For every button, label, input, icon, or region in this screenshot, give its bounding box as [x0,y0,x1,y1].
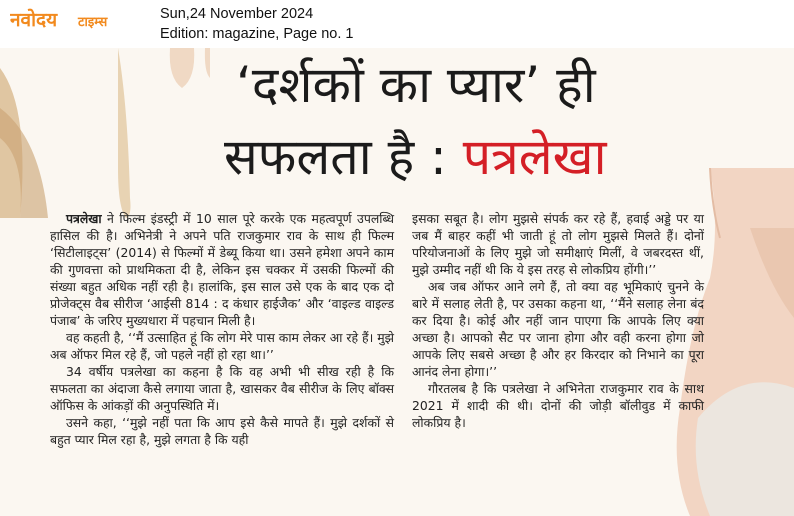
article-column-2 [412,210,704,431]
logo-text-right: टाइम्स [78,15,108,30]
publish-date: Sun,24 November 2024 [160,6,314,22]
edition-meta [160,4,353,44]
paragraph: उसने कहा, ‘‘मुझे नहीं पता कि आप इसे कैसे मापते हैं। मुझे दर्शकों से बहुत प्यार मिल रहा है, मुझे लगता है कि यही [50,415,394,447]
headline-black-part: सफलता है : [224,128,463,186]
paragraph [50,210,394,329]
edition-info: Edition: magazine, Page no. 1 [160,26,354,42]
headline-line-2 [224,126,607,188]
paragraph: अब जब ऑफर आने लगे हैं, तो क्या वह भूमिकाएं चुनने के बारे में सलाह लेती है, पर उसका कहना था, ‘‘मैंने सलाह लेना बंद कर दिया है। कोई और नहीं जान पाएगा कि आपके लिए क्या अच्छा है। आपको सैट पर जाना होगा और वही करना होगा जो आपके लिए सबसे अच्छा है और हर किरदार को निभाने का पूरा आनंद लेना होगा।’’ [412,279,704,379]
paragraph: गौरतलब है कि पत्रलेखा ने अभिनेता राजकुमार राव के साथ 2021 में शादी की थी। दोनों की जोड़ी बॉलीवुड में काफी लोकप्रिय है। [412,381,704,430]
headline-red-part: पत्रलेखा [462,128,607,186]
newspaper-logo[interactable] [10,6,142,34]
page-header [0,0,794,48]
headline-line-1: ‘दर्शकों का प्यार’ ही [236,56,596,114]
logo-text-left: नवोदय [10,9,58,31]
paragraph: वह कहती है, ‘‘मैं उत्साहित हूं कि लोग मेरे पास काम लेकर आ रहे हैं। मुझे अब ऑफर मिल रहे हैं, जो पहले नहीं हो रहा था।’’ [50,330,394,362]
article-column-1 [50,210,394,448]
newspaper-logo-graphic [10,6,142,34]
decorative-photo-left [0,48,210,218]
paragraph: इसका सबूत है। लोग मुझसे संपर्क कर रहे हैं, हवाई अड्डे पर या जब मैं बाहर कहीं भी जाती हूं तो लोग मुझसे मिलते हैं। दोनों परियोजनाओं के लिए मुझे जो समीक्षाएं मिलीं, वे जबरदस्त थीं, मुझे उम्मीद नहीं थी कि ये इस तरह से लोकप्रिय होंगी।’’ [412,211,704,277]
paragraph-text: ने फिल्म इंडस्ट्री में 10 साल पूरे करके एक महत्वपूर्ण उपलब्धि हासिल की है। अभिनेत्री ने अपने पति राजकुमार राव के साथ ही फिल्म ‘सिटीलाइट्स’ (2014) से फिल्मों में डेब्यू किया था। उसने हमेशा अपने काम की गुणवत्ता को प्राथमिकता दी है, लेकिन इस चक्कर में उसकी फिल्मों की संख्या बहुत अधिक नहीं रही है। हालांकि, इस साल उसे एक के बाद एक दो प्रोजेक्ट्स वैब सीरीज ‘आईसी 814 : द कंधार हाईजैक’ और ‘वाइल्ड वाइल्ड पंजाब’ के जरिए मुख्यधारा में पहचान मिली है। [50,211,394,328]
article [0,48,794,516]
paragraph: 34 वर्षीय पत्रलेखा का कहना है कि वह अभी भी सीख रही है कि सफलता का अंदाजा कैसे लगाया जाता है, खासकर वैब सीरीज के लिए बॉक्स ऑफिस के आंकड़ों की अनुपस्थिति में। [50,364,394,413]
byline-name: पत्रलेखा [66,211,102,226]
